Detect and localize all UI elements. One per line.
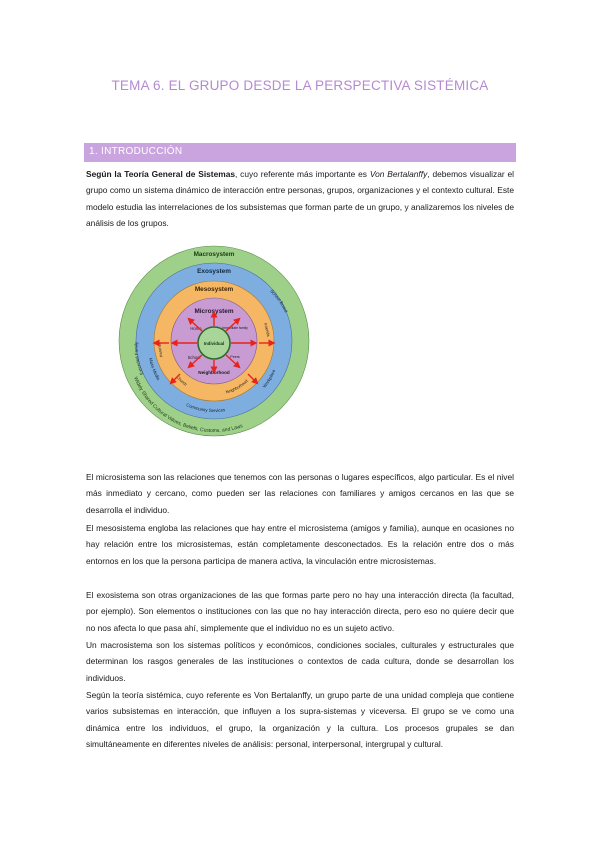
mesosystem-label: Mesosystem xyxy=(194,286,234,293)
exo-school-board-label: School Board xyxy=(269,288,289,314)
exo-community-label: Community Services xyxy=(185,402,226,414)
microsystem-label: Microsystem xyxy=(194,308,234,315)
paragraph-teoria-sistemica: Según la teoría sistémica, cuyo referente es Von Bertalanffy, un grupo parte de una unidad compleja que contiene varios subsistemas en interacción, que influyen a los supra-sistemas y viceversa. El grupo se ve como una dinámica entre los individuos, el grupo, la organización y la cultura. Los procesos grupales se dan simultáneamente en diferentes niveles de análisis: personal, interpersonal, intergrupal y cultural. xyxy=(86,690,514,749)
micro-neighborhood-label: Neighborhood xyxy=(198,370,230,375)
micro-peers-label: Peers xyxy=(230,355,240,359)
section-heading: 1. INTRODUCCIÓN xyxy=(89,146,183,157)
macro-values-label: Widely Shared Cultural Values, Beliefs, Customs, and Laws xyxy=(132,376,244,435)
intro-mid: , cuyo referente más importante es xyxy=(235,169,370,179)
paragraph-macrosistema: Un macrosistema son los sistemas políticos y económicos, condiciones sociales, culturales y estructurales que determinan los rasgos generales de las instituciones o contextos de cada cultura, donde se desarrollan los individuos. xyxy=(86,640,514,683)
meso-parents-label: Parents xyxy=(156,343,164,358)
ecological-systems-diagram xyxy=(114,236,314,446)
exo-extended-label: Extended Family xyxy=(133,341,145,376)
exo-workplace-label: Workplace xyxy=(261,368,277,389)
paragraph-exosistema: El exosistema son otras organizaciones de las que formas parte pero no hay una interacción directa (la facultad, por ejemplo). Son elementos o instituciones con las que no hay interacción directa, pero eso no quiere decir que no nos afecta lo que pasa ahí, simplemente que el individuo no es un sujeto activo. xyxy=(86,590,514,633)
meso-friends-label: Friends xyxy=(262,322,272,337)
macrosystem-label: Macrosystem xyxy=(193,251,235,258)
page-title: TEMA 6. EL GRUPO DESDE LA PERSPECTIVA SISTÉMICA xyxy=(111,78,489,93)
section-heading-bar xyxy=(84,143,516,162)
meso-neighborhood-label: Neighborhood xyxy=(225,378,249,395)
paragraph-microsistema: El microsistema son las relaciones que tenemos con las personas o lugares específicos, algo particular. Es el nivel más inmediato y cercano, como pueden ser las relaciones con familiares y amigos cercanos en las que se desarrolla el individuo. xyxy=(86,472,514,515)
individual-label: Individual xyxy=(203,341,225,346)
micro-school-label: School xyxy=(187,355,201,360)
intro-paragraph xyxy=(86,166,514,231)
intro-rest: , debemos visualizar el grupo como un sistema dinámico de interacción entre personas, grupos, organizaciones y el contexto cultural. Este modelo estudia las interrelaciones de los subsistemas que forman parte de un grupo, y analizaremos los niveles de análisis de los grupos. xyxy=(86,169,514,228)
exosystem-label: Exosystem xyxy=(197,268,231,275)
exo-mass-media-label: Mass Media xyxy=(148,357,162,381)
paragraph-mesosistema: El mesosistema engloba las relaciones que hay entre el microsistema (amigos y familia), aunque en ocasiones no hay relación entre los microsistemas, están completamente desconectados. Es la relación entre dos o más entornos en los que la persona participa de manera activa, la vinculación entre microsistemas. xyxy=(86,523,514,566)
micro-home-label: Home xyxy=(190,326,202,331)
intro-lead: Según la Teoría General de Sistemas xyxy=(86,169,236,179)
meso-church-label: Church xyxy=(175,374,189,387)
intro-author: Von Bertalanffy xyxy=(369,169,428,179)
micro-family-label: Immediate family xyxy=(222,326,248,330)
